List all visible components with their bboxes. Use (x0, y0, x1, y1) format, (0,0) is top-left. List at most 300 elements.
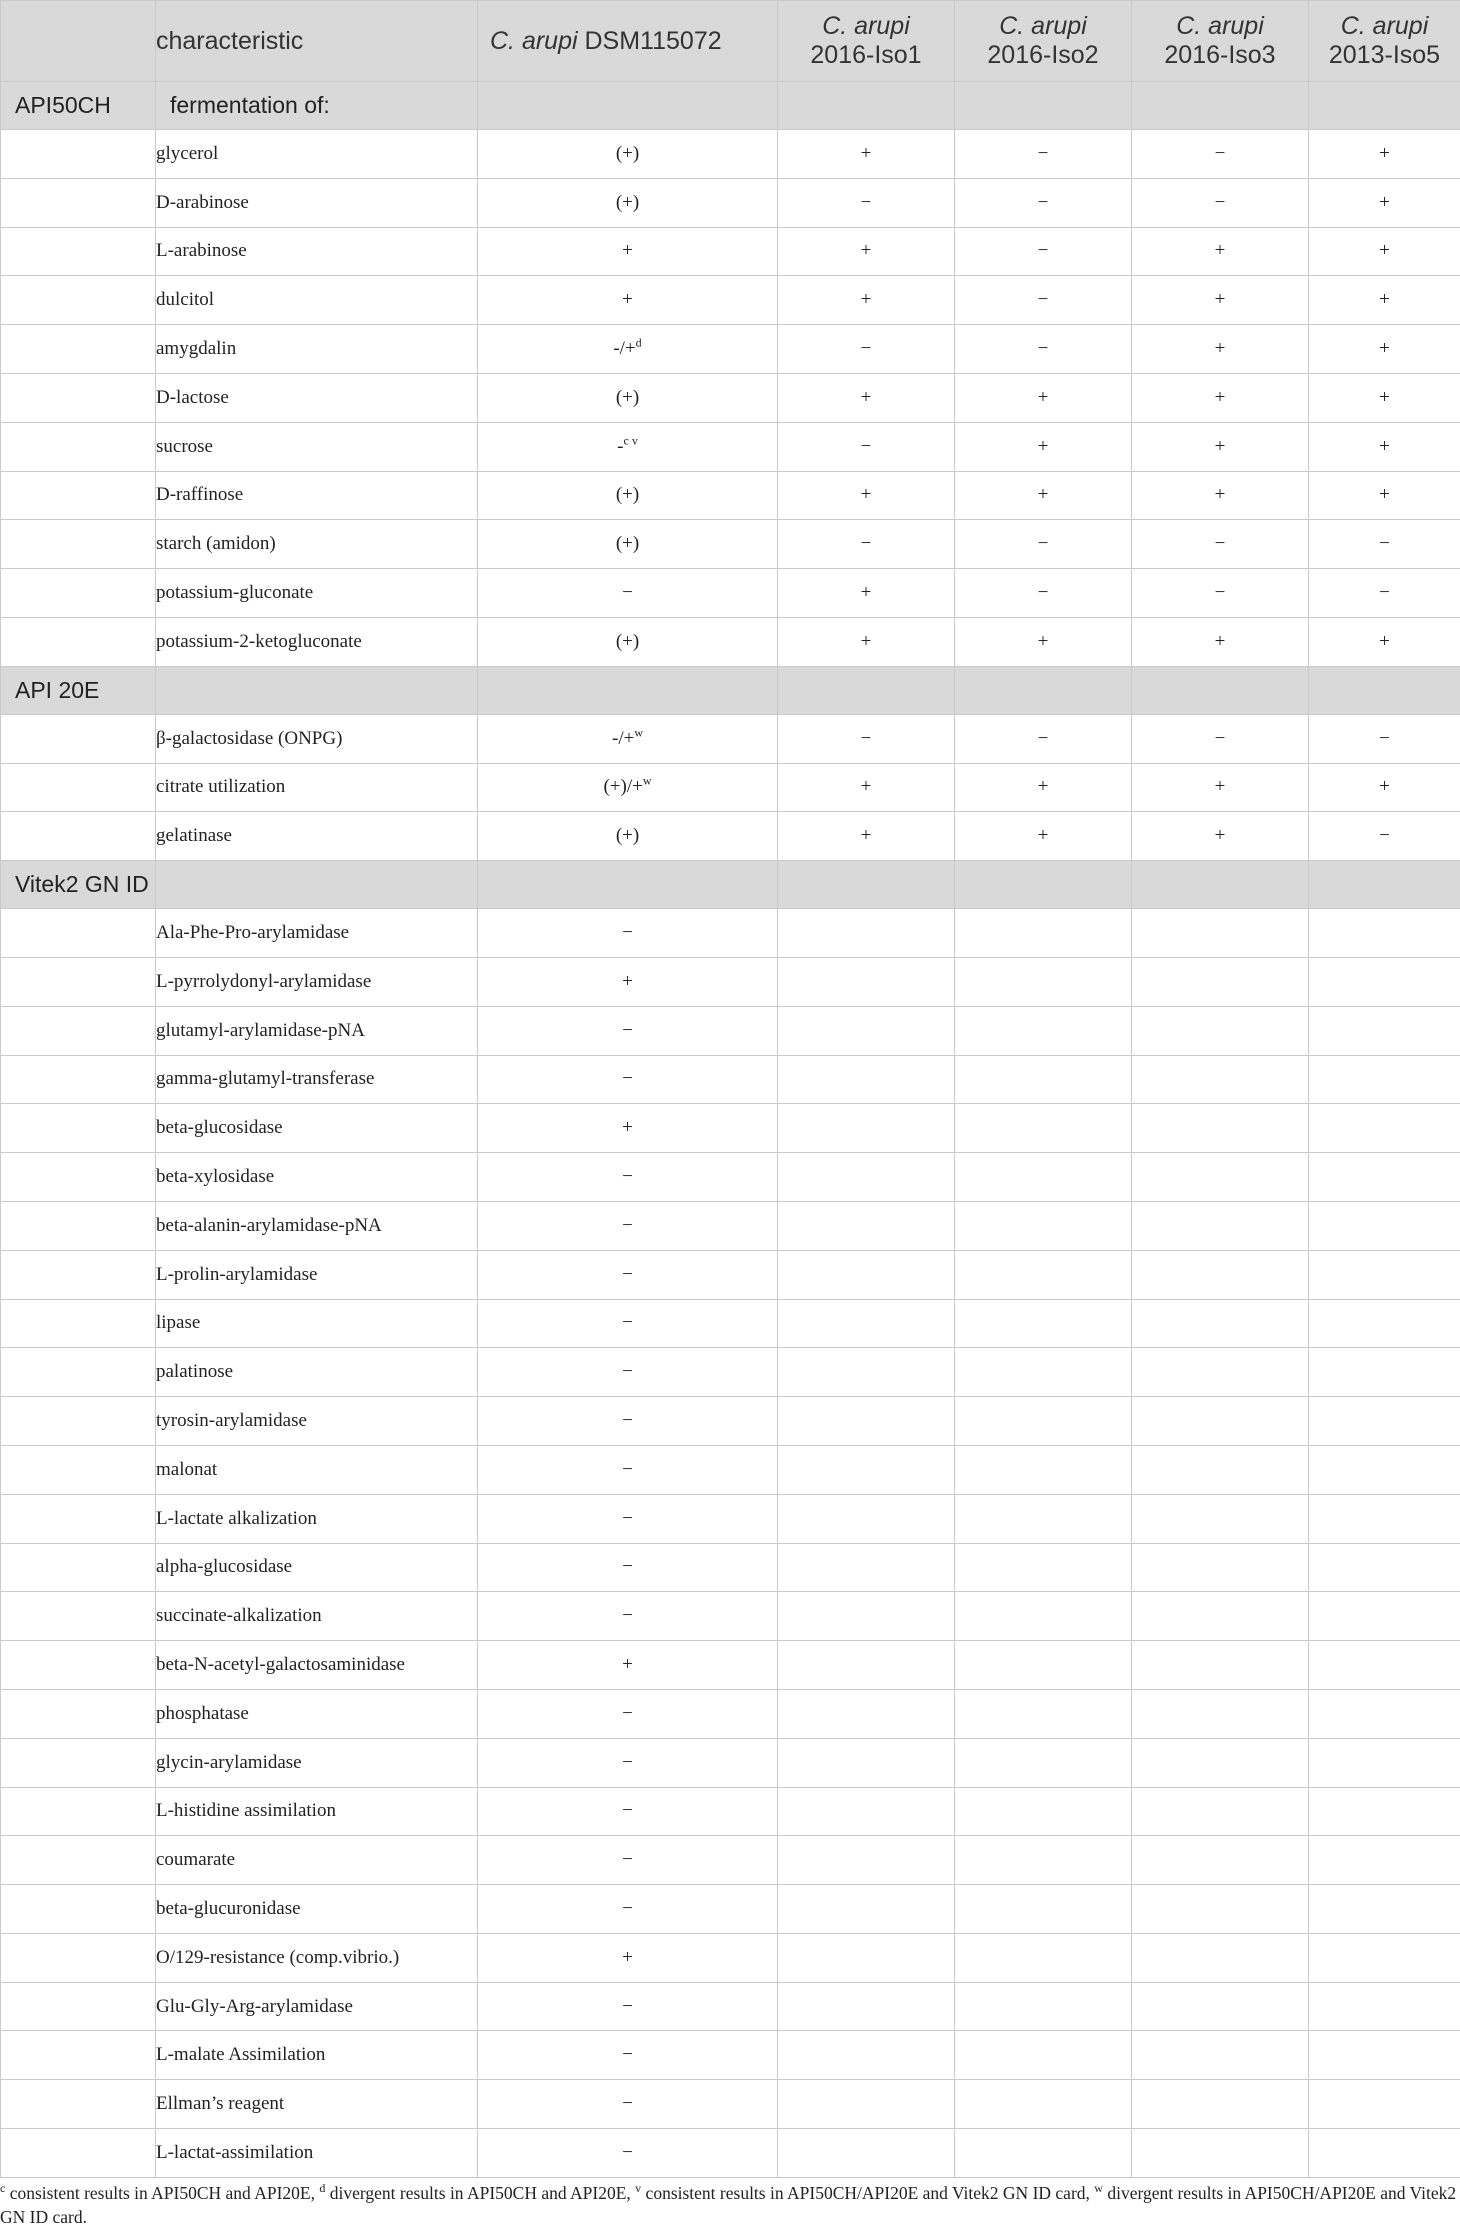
value-isolate: − (1132, 569, 1309, 618)
table-row (1, 1689, 1460, 1738)
table-row (1, 812, 1460, 861)
value-isolate (955, 1738, 1132, 1787)
table-row (1, 422, 1460, 471)
characteristic-name: L-malate Assimilation (156, 2031, 478, 2080)
value-text: -/+ (612, 727, 635, 749)
header-col-strain: 2013-Iso5 (1328, 41, 1441, 69)
characteristic-name: D-raffinose (156, 471, 478, 520)
value-isolate: − (1132, 178, 1309, 227)
footnote-marker: v (635, 2181, 642, 2196)
value-text: − (622, 1702, 633, 1724)
section-empty-cell (478, 666, 778, 714)
value-text: − (622, 1751, 633, 1773)
value-dsm (478, 1982, 778, 2031)
value-isolate: − (955, 130, 1132, 179)
row-blank-cell (1, 1933, 156, 1982)
characteristic-name: succinate-alkalization (156, 1592, 478, 1641)
value-dsm (478, 471, 778, 520)
value-isolate (1132, 1933, 1309, 1982)
characteristic-name: potassium-2-ketogluconate (156, 617, 478, 666)
footnote-text: consistent results in API50CH and API20E, (5, 2183, 320, 2203)
value-dsm (478, 1641, 778, 1690)
value-text: − (622, 1019, 633, 1041)
characteristic-name: L-pyrrolydonyl-arylamidase (156, 957, 478, 1006)
value-isolate (1309, 1543, 1460, 1592)
value-dsm (478, 1592, 778, 1641)
value-text: − (622, 1458, 633, 1480)
value-text: + (622, 1654, 633, 1675)
value-isolate: + (778, 617, 955, 666)
value-isolate (1309, 1445, 1460, 1494)
section-empty-cell (478, 82, 778, 130)
value-isolate: − (1132, 130, 1309, 179)
table-row (1, 1397, 1460, 1446)
table-row (1, 130, 1460, 179)
footnote-text: divergent results in API50CH and API20E, (325, 2183, 636, 2203)
value-text: + (622, 1946, 633, 1968)
value-isolate: + (1309, 130, 1460, 179)
row-blank-cell (1, 909, 156, 958)
value-isolate: + (1132, 471, 1309, 520)
row-blank-cell (1, 1299, 156, 1348)
table-row (1, 1641, 1460, 1690)
value-isolate: + (778, 373, 955, 422)
table-row (1, 1104, 1460, 1153)
value-isolate (1132, 1201, 1309, 1250)
characteristic-name: palatinose (156, 1348, 478, 1397)
value-dsm (478, 1933, 778, 1982)
value-isolate: + (1132, 617, 1309, 666)
row-blank-cell (1, 1104, 156, 1153)
table-row (1, 2031, 1460, 2080)
table-row (1, 1885, 1460, 1934)
table-body (1, 82, 1460, 2178)
section-empty-cell (1132, 82, 1309, 130)
row-blank-cell (1, 1738, 156, 1787)
value-isolate (955, 1397, 1132, 1446)
row-blank-cell (1, 1250, 156, 1299)
value-text: − (622, 2141, 633, 2163)
value-isolate (955, 1689, 1132, 1738)
value-isolate: + (778, 763, 955, 812)
row-blank-cell (1, 178, 156, 227)
value-dsm (478, 1445, 778, 1494)
characteristic-name: malonat (156, 1445, 478, 1494)
value-isolate (1309, 1592, 1460, 1641)
table-row (1, 276, 1460, 325)
row-blank-cell (1, 763, 156, 812)
value-isolate (778, 1397, 955, 1446)
value-isolate (1309, 1885, 1460, 1934)
value-isolate (1132, 1982, 1309, 2031)
value-isolate: + (1309, 325, 1460, 374)
characteristic-name: sucrose (156, 422, 478, 471)
value-isolate (955, 1641, 1132, 1690)
characteristic-name: Ellman’s reagent (156, 2080, 478, 2129)
value-isolate: + (1309, 276, 1460, 325)
value-isolate (955, 909, 1132, 958)
section-subtitle: fermentation of: (156, 82, 478, 130)
table-footnote (0, 2182, 1460, 2229)
row-blank-cell (1, 617, 156, 666)
value-isolate (1309, 1787, 1460, 1836)
value-text: − (622, 1166, 633, 1188)
value-isolate (1132, 1641, 1309, 1690)
value-isolate (955, 1445, 1132, 1494)
value-dsm (478, 130, 778, 179)
value-isolate (778, 1445, 955, 1494)
value-isolate (1309, 1933, 1460, 1982)
row-blank-cell (1, 1153, 156, 1202)
value-isolate (1309, 1982, 1460, 2031)
table-row (1, 1348, 1460, 1397)
value-isolate: + (1132, 422, 1309, 471)
characteristic-name: beta-alanin-arylamidase-pNA (156, 1201, 478, 1250)
table-row (1, 2080, 1460, 2129)
value-isolate (1309, 2080, 1460, 2129)
value-isolate (1132, 1494, 1309, 1543)
section-empty-cell (1132, 666, 1309, 714)
characteristic-name: beta-N-acetyl-galactosaminidase (156, 1641, 478, 1690)
value-dsm (478, 1689, 778, 1738)
characteristic-name: beta-xylosidase (156, 1153, 478, 1202)
value-isolate: + (1132, 373, 1309, 422)
table-row (1, 1250, 1460, 1299)
row-blank-cell (1, 2031, 156, 2080)
value-isolate: − (955, 714, 1132, 763)
value-dsm (478, 909, 778, 958)
section-empty-cell (1132, 861, 1309, 909)
value-isolate: − (955, 569, 1132, 618)
header-blank-cell (1, 1, 156, 82)
value-isolate (778, 1348, 955, 1397)
value-text: − (622, 1312, 633, 1334)
value-dsm (478, 1494, 778, 1543)
value-isolate (778, 1885, 955, 1934)
row-blank-cell (1, 2129, 156, 2178)
section-empty-cell (955, 666, 1132, 714)
value-isolate (778, 1299, 955, 1348)
table-row (1, 1836, 1460, 1885)
value-dsm (478, 2080, 778, 2129)
table-row (1, 471, 1460, 520)
value-isolate (955, 957, 1132, 1006)
header-col-iso1 (778, 1, 955, 82)
characteristic-name: O/129-resistance (comp.vibrio.) (156, 1933, 478, 1982)
footnote-marker: w (1094, 2181, 1103, 2196)
row-blank-cell (1, 1836, 156, 1885)
characteristic-name: alpha-glucosidase (156, 1543, 478, 1592)
value-text: + (622, 970, 633, 992)
table-row (1, 2129, 1460, 2178)
value-dsm (478, 812, 778, 861)
characteristic-name: gelatinase (156, 812, 478, 861)
value-isolate: + (1309, 422, 1460, 471)
value-text: (+) (615, 386, 640, 408)
row-blank-cell (1, 569, 156, 618)
value-dsm (478, 1397, 778, 1446)
characteristic-name: gamma-glutamyl-transferase (156, 1055, 478, 1104)
table-row (1, 909, 1460, 958)
value-dsm (478, 1885, 778, 1934)
row-blank-cell (1, 957, 156, 1006)
value-isolate (955, 1153, 1132, 1202)
value-text: − (622, 1263, 633, 1285)
value-isolate (955, 1104, 1132, 1153)
header-col-strain: 2016-Iso1 (810, 41, 922, 69)
value-isolate (1309, 1397, 1460, 1446)
section-header-row (1, 861, 1460, 909)
value-isolate: + (1132, 763, 1309, 812)
value-isolate (778, 1006, 955, 1055)
value-isolate (1132, 1543, 1309, 1592)
header-col-iso5 (1309, 1, 1460, 82)
value-isolate (955, 1592, 1132, 1641)
value-dsm (478, 1738, 778, 1787)
value-isolate (778, 1104, 955, 1153)
value-text: (+) (615, 630, 640, 652)
section-empty-cell (1309, 861, 1460, 909)
value-isolate (955, 2080, 1132, 2129)
value-text: (+) (615, 484, 640, 506)
value-text: (+)/+ (603, 776, 643, 798)
header-col-species: C. arupi (1176, 12, 1264, 41)
value-isolate: + (955, 471, 1132, 520)
characteristic-name: Ala-Phe-Pro-arylamidase (156, 909, 478, 958)
characteristic-name: L-lactate alkalization (156, 1494, 478, 1543)
row-blank-cell (1, 1982, 156, 2031)
table-row (1, 1738, 1460, 1787)
value-isolate (1132, 1836, 1309, 1885)
value-isolate (778, 1738, 955, 1787)
value-isolate: + (778, 227, 955, 276)
value-isolate (1309, 957, 1460, 1006)
value-isolate (1309, 1738, 1460, 1787)
value-isolate (778, 1836, 955, 1885)
value-dsm (478, 617, 778, 666)
value-isolate: − (955, 276, 1132, 325)
value-text: − (622, 2044, 633, 2066)
value-isolate (778, 957, 955, 1006)
value-dsm (478, 763, 778, 812)
value-dsm (478, 2129, 778, 2178)
value-isolate (778, 1543, 955, 1592)
value-isolate (1309, 1153, 1460, 1202)
value-isolate (955, 1250, 1132, 1299)
row-blank-cell (1, 2080, 156, 2129)
value-text: (+) (615, 191, 640, 213)
value-isolate: + (1309, 373, 1460, 422)
characteristic-name: phosphatase (156, 1689, 478, 1738)
characteristic-name: beta-glucosidase (156, 1104, 478, 1153)
value-isolate (1309, 1836, 1460, 1885)
value-text: − (622, 1605, 633, 1627)
value-dsm (478, 1348, 778, 1397)
value-isolate (1309, 1494, 1460, 1543)
value-isolate: + (1132, 812, 1309, 861)
value-isolate (778, 1787, 955, 1836)
value-isolate (1132, 2031, 1309, 2080)
value-isolate: + (955, 422, 1132, 471)
table-row (1, 957, 1460, 1006)
row-blank-cell (1, 1445, 156, 1494)
characteristic-name: L-histidine assimilation (156, 1787, 478, 1836)
value-isolate (778, 1592, 955, 1641)
value-isolate (778, 2031, 955, 2080)
value-text: − (622, 922, 633, 944)
row-blank-cell (1, 1641, 156, 1690)
value-dsm (478, 1006, 778, 1055)
value-isolate (955, 2031, 1132, 2080)
value-isolate: + (1132, 276, 1309, 325)
header-row (1, 1, 1460, 82)
value-dsm (478, 1250, 778, 1299)
characteristic-name: amygdalin (156, 325, 478, 374)
value-dsm (478, 2031, 778, 2080)
value-isolate (778, 1933, 955, 1982)
value-isolate (1309, 1104, 1460, 1153)
footnote-marker: d (319, 2181, 326, 2196)
value-isolate (1309, 1250, 1460, 1299)
value-dsm (478, 520, 778, 569)
section-empty-cell (478, 861, 778, 909)
table-row (1, 1201, 1460, 1250)
characteristic-name: D-lactose (156, 373, 478, 422)
value-dsm (478, 714, 778, 763)
value-isolate (778, 1641, 955, 1690)
value-isolate (1309, 1348, 1460, 1397)
value-isolate (1132, 1445, 1309, 1494)
value-text: (+) (615, 142, 640, 164)
section-name: Vitek2 GN ID (1, 861, 156, 909)
header-col-species: C. arupi (999, 12, 1087, 41)
row-blank-cell (1, 714, 156, 763)
value-dsm (478, 373, 778, 422)
table-row (1, 1982, 1460, 2031)
value-text: (+) (615, 825, 640, 847)
value-isolate: − (1309, 812, 1460, 861)
value-text: − (622, 1800, 633, 1822)
value-isolate: + (778, 471, 955, 520)
value-isolate: + (1309, 178, 1460, 227)
value-isolate: + (955, 617, 1132, 666)
value-text: (+) (615, 533, 640, 555)
value-isolate (1132, 2080, 1309, 2129)
characteristic-name: tyrosin-arylamidase (156, 1397, 478, 1446)
value-isolate (955, 1299, 1132, 1348)
table-row (1, 1787, 1460, 1836)
section-empty-cell (955, 861, 1132, 909)
table-row (1, 1153, 1460, 1202)
table-row (1, 373, 1460, 422)
row-blank-cell (1, 1006, 156, 1055)
footnote-marker: w (634, 725, 643, 740)
value-dsm (478, 1201, 778, 1250)
value-dsm (478, 178, 778, 227)
value-isolate: + (778, 569, 955, 618)
value-isolate (955, 1836, 1132, 1885)
value-isolate (778, 2129, 955, 2178)
value-isolate (778, 1982, 955, 2031)
value-isolate: − (1132, 520, 1309, 569)
row-blank-cell (1, 227, 156, 276)
value-dsm (478, 227, 778, 276)
value-isolate (955, 1494, 1132, 1543)
value-text: − (622, 1361, 633, 1383)
value-isolate: + (955, 812, 1132, 861)
value-text: + (622, 1117, 633, 1139)
row-blank-cell (1, 1592, 156, 1641)
value-text: − (622, 1995, 633, 2017)
header-col-iso3 (1132, 1, 1309, 82)
value-isolate (1132, 1250, 1309, 1299)
characteristic-name: potassium-gluconate (156, 569, 478, 618)
value-isolate (955, 2129, 1132, 2178)
value-isolate (1309, 1055, 1460, 1104)
value-isolate: + (1132, 325, 1309, 374)
value-isolate (955, 1201, 1132, 1250)
value-isolate (1132, 1104, 1309, 1153)
row-blank-cell (1, 471, 156, 520)
row-blank-cell (1, 1689, 156, 1738)
value-isolate (1309, 2129, 1460, 2178)
characteristic-name: glycerol (156, 130, 478, 179)
value-isolate: + (778, 812, 955, 861)
value-isolate (955, 1933, 1132, 1982)
characteristic-name: dulcitol (156, 276, 478, 325)
value-dsm (478, 1104, 778, 1153)
row-blank-cell (1, 373, 156, 422)
row-blank-cell (1, 1885, 156, 1934)
row-blank-cell (1, 812, 156, 861)
section-subtitle (156, 666, 478, 714)
table-row (1, 1055, 1460, 1104)
section-empty-cell (778, 82, 955, 130)
row-blank-cell (1, 1397, 156, 1446)
table-row (1, 1933, 1460, 1982)
value-dsm (478, 1836, 778, 1885)
table-row (1, 227, 1460, 276)
value-isolate: + (1309, 471, 1460, 520)
section-empty-cell (1309, 82, 1460, 130)
value-isolate: + (778, 130, 955, 179)
value-isolate: + (1309, 617, 1460, 666)
value-isolate: + (1309, 227, 1460, 276)
value-isolate: − (1309, 714, 1460, 763)
header-col-strain: 2016-Iso2 (987, 41, 1099, 69)
characteristic-name: lipase (156, 1299, 478, 1348)
row-blank-cell (1, 1348, 156, 1397)
value-isolate (955, 1006, 1132, 1055)
table-row (1, 520, 1460, 569)
row-blank-cell (1, 1787, 156, 1836)
value-isolate (1132, 1885, 1309, 1934)
value-isolate: + (778, 276, 955, 325)
value-dsm (478, 1543, 778, 1592)
table-row (1, 1494, 1460, 1543)
table-row (1, 569, 1460, 618)
row-blank-cell (1, 325, 156, 374)
section-empty-cell (778, 861, 955, 909)
section-empty-cell (778, 666, 955, 714)
value-isolate: + (1309, 763, 1460, 812)
value-isolate (955, 1787, 1132, 1836)
characteristic-name: Glu-Gly-Arg-arylamidase (156, 1982, 478, 2031)
header-col-strain: 2016-Iso3 (1164, 41, 1276, 69)
characteristic-name: L-prolin-arylamidase (156, 1250, 478, 1299)
row-blank-cell (1, 520, 156, 569)
row-blank-cell (1, 1055, 156, 1104)
